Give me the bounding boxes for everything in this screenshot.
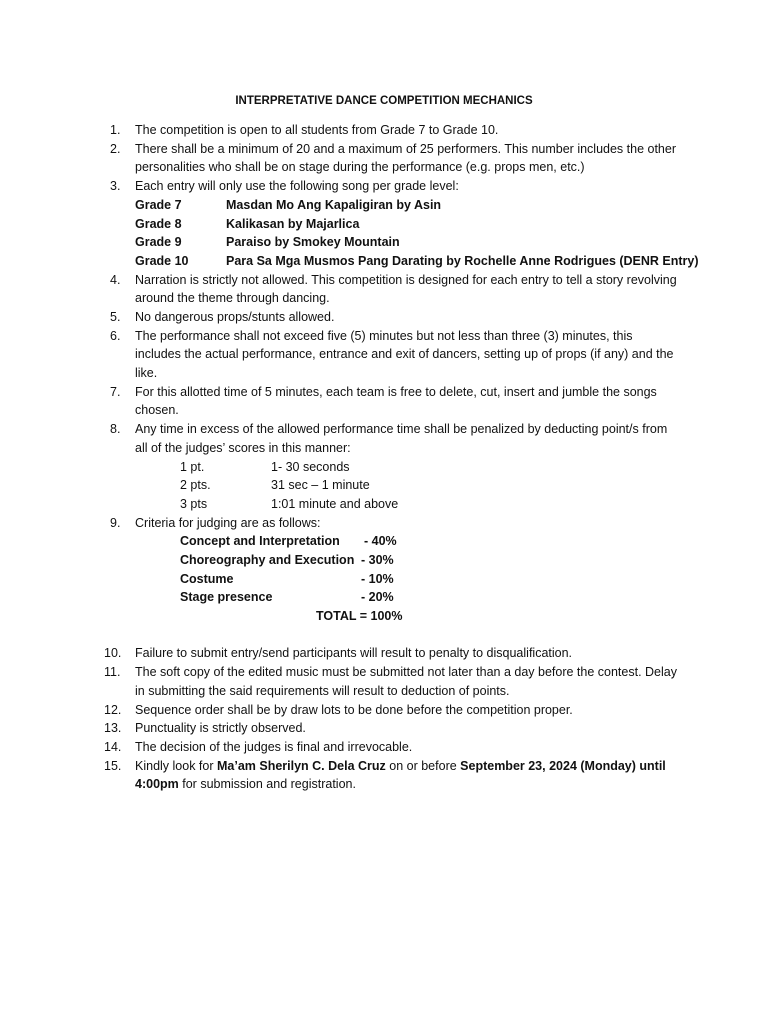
song-table [0, 196, 768, 271]
item-number: 12. [104, 702, 122, 717]
grade-label: Grade 10 [135, 253, 189, 268]
criteria-row [0, 588, 768, 607]
song-title: Paraiso by Smokey Mountain [226, 235, 400, 250]
criteria-name: Costume [180, 571, 234, 586]
item-text: No dangerous props/stunts allowed. [135, 309, 335, 324]
list-item [0, 140, 680, 177]
penalty-time: 1- 30 seconds [271, 459, 350, 474]
criteria-name: Stage presence [180, 590, 273, 605]
item-number: 8. [110, 422, 121, 437]
item-text: The soft copy of the edited music must be submitted not later than a day before the contest. Delay in submitting the said requirements will result to deduction of points. [135, 665, 677, 698]
list-item [0, 327, 680, 383]
penalty-time: 31 sec – 1 minute [271, 478, 370, 493]
penalty-table [0, 458, 768, 514]
criteria-row [0, 532, 768, 551]
list-item [0, 663, 680, 700]
item-text: Failure to submit entry/send participants will result to penalty to disqualification. [135, 646, 573, 661]
grade-label: Grade 9 [135, 235, 182, 250]
item-text: Narration is strictly not allowed. This competition is designed for each entry to tell a story revolving around the theme through dancing. [135, 272, 677, 306]
criteria-row [0, 551, 768, 570]
item-number: 1. [110, 123, 121, 137]
item-text: The performance shall not exceed five (5) minutes but not less than three (3) minutes, this includes the actual performance, entrance and exit of dancers, setting up of props (if any) and the like. [135, 328, 674, 381]
criteria-name: Concept and Interpretation [180, 534, 340, 549]
mechanics-list [0, 121, 768, 794]
song-title: Masdan Mo Ang Kapaligiran by Asin [226, 197, 442, 212]
list-item [0, 701, 680, 720]
criteria-weight: - 10% [361, 571, 394, 586]
item-text: The competition is open to all students from Grade 7 to Grade 10. [135, 123, 499, 137]
item-text: Each entry will only use the following song per grade level: [135, 179, 459, 194]
penalty-points: 2 pts. [180, 478, 211, 493]
item-number: 5. [110, 309, 121, 324]
item-number: 13. [104, 721, 122, 736]
item-number: 11. [104, 665, 121, 680]
item-number: 4. [110, 272, 121, 287]
item-text: For this allotted time of 5 minutes, each team is free to delete, cut, insert and jumble the songs chosen. [135, 384, 657, 418]
penalty-points: 3 pts [180, 496, 208, 511]
penalty-row [0, 458, 768, 477]
item-number: 10. [104, 646, 122, 661]
grade-label: Grade 8 [135, 216, 182, 231]
spacer [0, 626, 768, 645]
list-item [0, 420, 680, 457]
list-item [0, 644, 680, 663]
criteria-weight: - 30% [361, 553, 394, 568]
deadline: September 23, 2024 (Monday) until 4:00pm [135, 758, 666, 792]
criteria-total: TOTAL = 100% [316, 609, 403, 624]
criteria-weight: - 20% [361, 590, 394, 605]
item-text: The decision of the judges is final and irrevocable. [135, 740, 413, 754]
item-number: 9. [110, 515, 121, 530]
song-row [0, 252, 768, 271]
penalty-points: 1 pt. [180, 459, 205, 474]
item-number: 14. [104, 740, 122, 754]
list-item [0, 514, 680, 533]
item-text-middle: on or before [385, 758, 461, 773]
penalty-row [0, 476, 768, 495]
list-item [0, 383, 680, 420]
item-number: 3. [110, 179, 121, 194]
criteria-name: Choreography and Execution [180, 553, 355, 568]
item-text-prefix: Kindly look for [135, 758, 217, 773]
item-number: 15. [104, 758, 122, 773]
list-item [0, 271, 680, 308]
criteria-table [0, 532, 768, 625]
item-number: 7. [110, 384, 121, 399]
song-row [0, 233, 768, 252]
list-item [0, 738, 680, 757]
list-item [0, 719, 680, 738]
item-text: Sequence order shall be by draw lots to be done before the competition proper. [135, 702, 573, 717]
item-text: Any time in excess of the allowed performance time shall be penalized by deducting point/s from all of the judges’ scores in this manner: [135, 422, 668, 455]
song-title: Kalikasan by Majarlica [226, 216, 360, 231]
document-title: INTERPRETATIVE DANCE COMPETITION MECHANICS [235, 95, 533, 107]
criteria-row [0, 570, 768, 589]
item-text-suffix: for submission and registration. [178, 777, 356, 792]
contact-name: Ma’am Sherilyn C. Dela Cruz [216, 758, 386, 773]
item-text: There shall be a minimum of 20 and a maximum of 25 performers. This number includes the other personalities who shall be on stage during the performance (e.g. props men, etc.) [135, 141, 676, 175]
criteria-weight: - 40% [364, 534, 397, 549]
item-number: 6. [110, 328, 121, 343]
item-text: Criteria for judging are as follows: [135, 515, 321, 530]
list-item [0, 757, 680, 794]
song-row [0, 196, 768, 215]
penalty-time: 1:01 minute and above [271, 496, 399, 511]
list-item [0, 308, 680, 327]
song-row [0, 215, 768, 234]
item-text: Punctuality is strictly observed. [135, 721, 306, 736]
penalty-row [0, 495, 768, 514]
list-item [0, 177, 680, 196]
song-title: Para Sa Mga Musmos Pang Darating by Rochelle Anne Rodrigues (DENR Entry) [226, 253, 699, 268]
list-item [0, 121, 680, 140]
grade-label: Grade 7 [135, 197, 182, 212]
item-number: 2. [110, 141, 121, 156]
criteria-total-row [0, 607, 768, 626]
